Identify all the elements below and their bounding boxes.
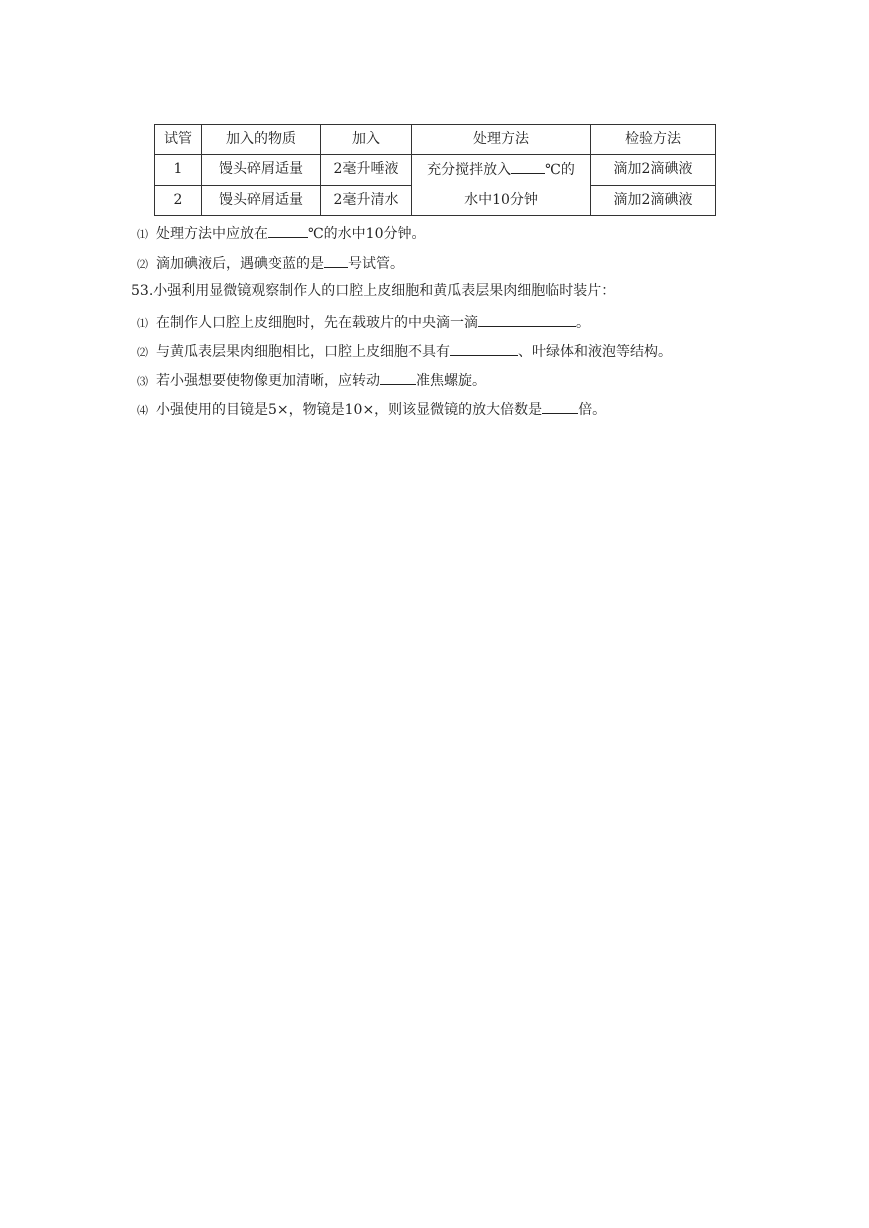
- cell-tube: 2: [155, 185, 202, 216]
- table-header-row: [155, 125, 716, 155]
- q53-sub2: [137, 340, 672, 363]
- treatment-text-2: ℃的: [545, 162, 575, 178]
- answer-blank: [268, 222, 308, 238]
- q53-stem: 53.小强利用显微镜观察制作人的口腔上皮细胞和黄瓜表层果肉细胞临时装片：: [131, 283, 616, 299]
- q53-sub1-number: ⑴: [137, 317, 148, 330]
- experiment-table: [154, 124, 716, 216]
- cell-substance: 馒头碎屑适量: [202, 185, 321, 216]
- q53-sub1-text-b: 。: [576, 315, 590, 331]
- cell-test: 滴加2滴碘液: [591, 185, 716, 216]
- answer-blank: [542, 398, 578, 414]
- cell-test: 滴加2滴碘液: [591, 155, 716, 186]
- q53-sub3-number: ⑶: [137, 375, 148, 388]
- header-test: 检验方法: [591, 125, 716, 155]
- q53-sub4-number: ⑷: [137, 404, 148, 417]
- q52-sub1-number: ⑴: [137, 228, 148, 241]
- q52-sub2: [137, 252, 404, 275]
- q53-sub2-text-b: 、叶绿体和液泡等结构。: [518, 344, 672, 360]
- cell-treatment: [412, 155, 591, 216]
- temperature-blank: [511, 158, 545, 174]
- q53-sub1-text-a: 在制作人口腔上皮细胞时，先在载玻片的中央滴一滴: [156, 315, 478, 331]
- q52-sub2-text-a: 滴加碘液后，遇碘变蓝的是: [156, 256, 324, 272]
- q52-sub1-text-a: 处理方法中应放在: [156, 226, 268, 242]
- q53-sub3-text-a: 若小强想要使物像更加清晰，应转动: [156, 373, 380, 389]
- treatment-text-3: 水中10分钟: [464, 192, 538, 208]
- cell-substance: 馒头碎屑适量: [202, 155, 321, 186]
- header-added: 加入: [321, 125, 412, 155]
- q53-sub4-text-b: 倍。: [578, 402, 607, 418]
- table-row: [155, 155, 716, 186]
- cell-tube: 1: [155, 155, 202, 186]
- q53-sub2-number: ⑵: [137, 346, 148, 359]
- cell-added: 2毫升清水: [321, 185, 412, 216]
- header-treatment: 处理方法: [412, 125, 591, 155]
- q52-sub1-text-b: ℃的水中10分钟。: [308, 226, 426, 242]
- cell-added: 2毫升唾液: [321, 155, 412, 186]
- answer-blank: [450, 340, 518, 356]
- q52-sub2-text-b: 号试管。: [348, 256, 404, 272]
- answer-blank: [380, 369, 416, 385]
- header-tube: 试管: [155, 125, 202, 155]
- q53-sub4-text-a: 小强使用的目镜是5×，物镜是10×，则该显微镜的放大倍数是: [156, 402, 543, 418]
- q52-sub1: [137, 222, 425, 245]
- treatment-text-1: 充分搅拌放入: [427, 162, 512, 178]
- q53-sub4: [137, 398, 606, 421]
- q53-sub2-text-a: 与黄瓜表层果肉细胞相比，口腔上皮细胞不具有: [156, 344, 450, 360]
- q53-sub1: [137, 311, 590, 334]
- q53-sub3-text-b: 准焦螺旋。: [416, 373, 486, 389]
- q53-sub3: [137, 369, 486, 392]
- answer-blank: [478, 311, 576, 327]
- q52-sub2-number: ⑵: [137, 258, 148, 271]
- header-substance: 加入的物质: [202, 125, 321, 155]
- answer-blank: [324, 252, 348, 268]
